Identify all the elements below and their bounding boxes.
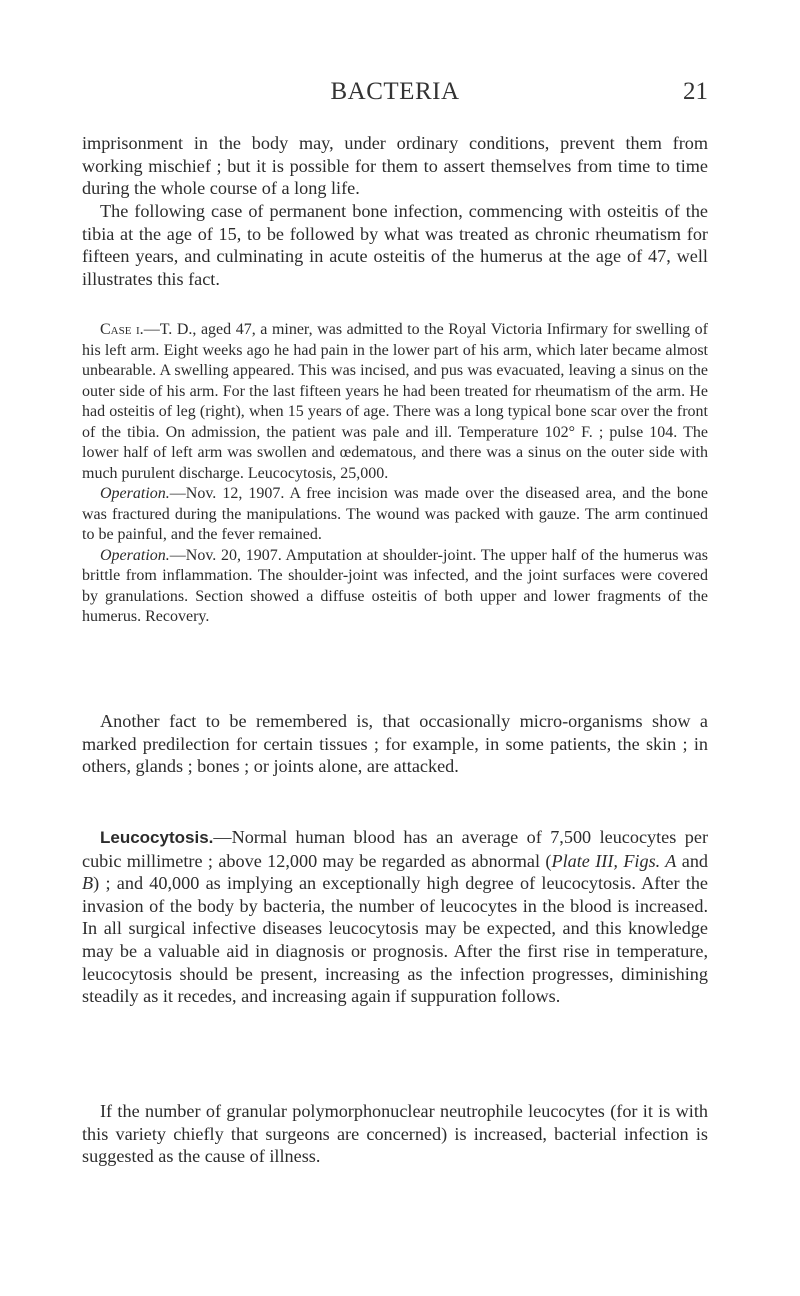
leucocytosis-paragraph: [82, 826, 708, 1008]
leucocytosis-text-2: and: [676, 850, 709, 871]
page-header: [82, 78, 708, 108]
intro-paragraph-2: The following case of permanent bone infection, commencing with osteitis of the tibia at the age of 15, to be followed by what was treated as chronic rheumatism for fifteen years, and culminating in acute osteitis of the humerus at the age of 47, well illustrates this fact.: [82, 201, 708, 289]
leucocytosis-text-1: —Normal human blood has an average of 7,500 leucocytes per cubic millimetre ; above 12,000 may be regarded as abnormal (: [82, 827, 708, 871]
case-report: [82, 320, 708, 628]
intro-paragraph-1: imprisonment in the body may, under ordinary conditions, prevent them from working mischief ; but it is possible for them to assert themselves from time to time during the whole course of a long life.: [82, 133, 708, 199]
page-number: 21: [683, 78, 708, 105]
figure-b-reference: B: [82, 873, 94, 894]
operation-1-label: Operation.: [100, 485, 170, 502]
running-title: BACTERIA: [330, 78, 460, 105]
operation-1-text: —Nov. 12, 1907. A free incision was made over the diseased area, and the bone was fractured during the manipulations. The wound was packed with gauze. The arm continued to be painful, and the fever remained.: [82, 485, 708, 543]
plate-reference: Plate III, Figs. A: [551, 850, 677, 871]
case-label: Case i.: [100, 321, 144, 338]
operation-2-paragraph: [82, 546, 708, 628]
leucocytosis-heading: Leucocytosis.: [100, 828, 214, 847]
neutrophile-paragraph: If the number of granular polymorphonuclear neutrophile leucocytes (for it is with this variety chiefly that surgeons are concerned) is increased, bacterial infection is suggested as the cause of illness.: [82, 1101, 708, 1167]
case-text: —T. D., aged 47, a miner, was admitted to the Royal Victoria Infirmary for swelling of his left arm. Eight weeks ago he had pain in the lower part of his arm, which later became almost unbearable. A swelling appeared. This was incised, and pus was evacuated, leaving a sinus on the outer side of his arm. For the last fifteen years he had been treated for rheumatism of the arm. He had osteitis of leg (right), when 15 years of age. There was a long typical bone scar over the front of the tibia. On admission, the patient was pale and ill. Temperature 102° F. ; pulse 104. The lower half of left arm was swollen and œdematous, and there was a sinus on the outer side with much purulent discharge. Leucocytosis, 25,000.: [82, 321, 708, 482]
operation-2-text: —Nov. 20, 1907. Amputation at shoulder-joint. The upper half of the humerus was brittle from inflammation. The shoulder-joint was infected, and the joint surfaces were covered by granulations. Section showed a diffuse osteitis of both upper and lower fragments of the humerus. Recovery.: [82, 546, 708, 625]
case-paragraph: [82, 320, 708, 484]
leucocytosis-text-3: ) ; and 40,000 as implying an exceptionally high degree of leucocytosis. After the invasion of the body by bacteria, the number of leucocytes in the blood is increased. In all surgical infective diseases leucocytosis may be expected, and this knowledge may be a valuable aid in diagnosis or prognosis. After the first rise in temperature, leucocytosis should be present, increasing as the infection progresses, diminishing steadily as it recedes, and increasing again if suppuration follows.: [82, 873, 708, 1007]
another-fact-paragraph: Another fact to be remembered is, that occasionally micro-organisms show a marked predilection for certain tissues ; for example, in some patients, the skin ; in others, glands ; bones ; or joints alone, are attacked.: [82, 711, 708, 777]
operation-1-paragraph: [82, 484, 708, 546]
operation-2-label: Operation.: [100, 546, 170, 564]
